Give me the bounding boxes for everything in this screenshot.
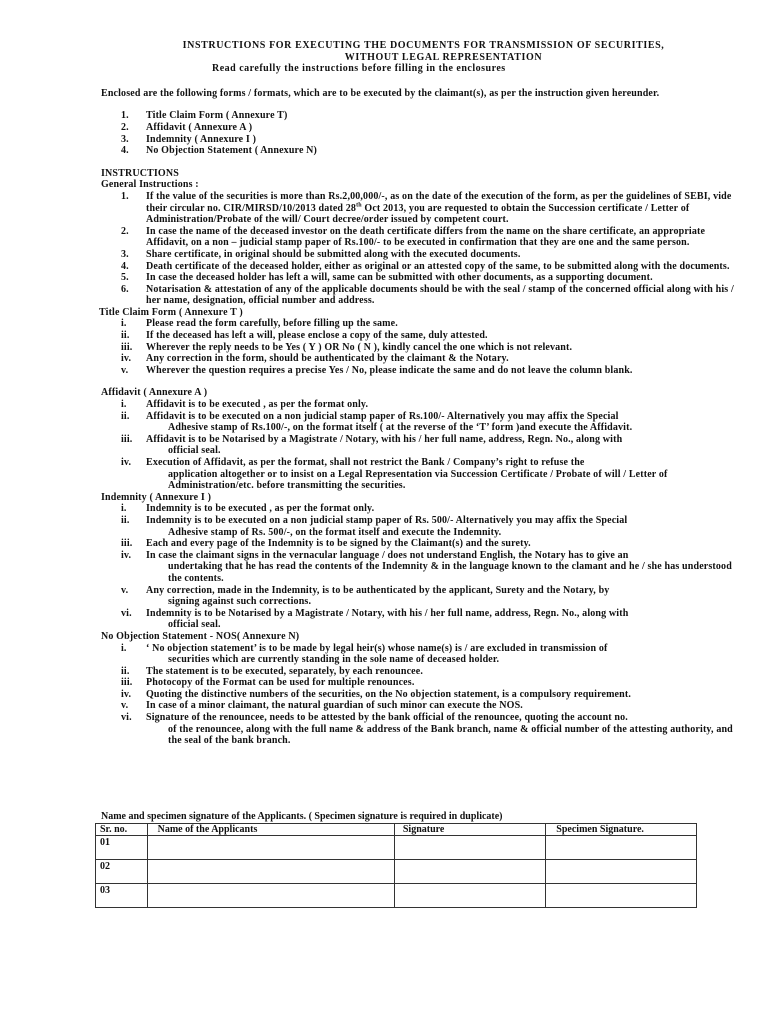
nos-item: iv. Quoting the distinctive numbers of the securities, on the No objection statement, is a compulsory requirement. bbox=[121, 688, 631, 700]
sr-no-cell: 02 bbox=[96, 860, 148, 884]
instructions-heading: INSTRUCTIONS bbox=[101, 167, 179, 179]
signature-cell[interactable] bbox=[394, 836, 545, 860]
general-instruction-item: 1. If the value of the securities is more than Rs.2,00,000/-, as on the date of the execution of the form, as per the guidelines of SEBI, vide their circular no. CIR/MIRSD/10/2013 dated 28th Oct 2013, you are requested to obtain the Succession certificate / Letter of Administration/Probate of the will/ Court decree/order issued by competent court. bbox=[121, 190, 732, 226]
header-specimen: Specimen Signature. bbox=[546, 824, 697, 836]
general-instruction-item: 2. In case the name of the deceased investor on the death certificate differs from the name on the share certificate, an appropriate Affidavit, on a non – judicial stamp paper of Rs.100/- to be executed in confirmation that they are one and the same person. bbox=[121, 225, 706, 249]
specimen-cell[interactable] bbox=[546, 836, 697, 860]
indemnity-item: iv. In case the claimant signs in the vernacular language / does not understand English, the Notary has to give an undertaking that he has read the contents of the Indemnity & in the language known to the clamant and he / she has understood the contents. bbox=[121, 549, 732, 584]
nos-item: v. In case of a minor claimant, the natural guardian of such minor can execute the NOS. bbox=[121, 700, 523, 712]
sr-no-cell: 01 bbox=[96, 836, 148, 860]
affidavit-item: iv. Execution of Affidavit, as per the format, shall not restrict the Bank / Company’s right to refuse the application altogether or to insist on a Legal Representation via Succession Certificate / Probate of will / Letter of Administration/etc. before transmitting the securities. bbox=[121, 457, 668, 492]
indemnity-item: iii. Each and every page of the Indemnity is to be signed by the Claimant(s) and the surety. bbox=[121, 538, 531, 550]
header-name: Name of the Applicants bbox=[147, 824, 394, 836]
name-cell[interactable] bbox=[147, 884, 394, 908]
title-claim-heading: Title Claim Form ( Annexure T ) bbox=[99, 306, 243, 318]
name-cell[interactable] bbox=[147, 860, 394, 884]
title-claim-item: iii. Wherever the reply needs to be Yes ( Y ) OR No ( N ), kindly cancel the one which is not relevant. bbox=[121, 341, 573, 353]
header-signature: Signature bbox=[394, 824, 545, 836]
general-instruction-item: 6. Notarisation & attestation of any of the applicable documents should be with the seal / stamp of the concerned official along with his / her name, designation, official number and address. bbox=[121, 283, 734, 307]
document-page bbox=[101, 40, 746, 747]
applicants-table bbox=[95, 823, 697, 908]
enclosure-item: 1. Title Claim Form ( Annexure T) bbox=[121, 110, 288, 122]
title-claim-item: i. Please read the form carefully, before filling up the same. bbox=[121, 318, 398, 330]
affidavit-item: iii. Affidavit is to be Notarised by a Magistrate / Notary, with his / her full name, address, Regn. No., along with official seal. bbox=[121, 433, 623, 457]
general-instructions-list bbox=[101, 191, 746, 307]
nos-item: ii. The statement is to be executed, separately, by each renouncee. bbox=[121, 665, 423, 677]
title-claim-item: v. Wherever the question requires a precise Yes / No, please indicate the same and do not leave the column blank. bbox=[121, 364, 633, 376]
indemnity-list bbox=[101, 503, 746, 631]
specimen-cell[interactable] bbox=[546, 860, 697, 884]
nos-heading: No Objection Statement - NOS( Annexure N) bbox=[101, 630, 300, 642]
general-instructions-heading: General Instructions : bbox=[101, 179, 199, 191]
general-instruction-item: 5. In case the deceased holder has left a will, same can be submitted with other documents, as a supporting document. bbox=[121, 272, 653, 284]
indemnity-item: v. Any correction, made in the Indemnity, is to be authenticated by the applicant, Surety and the Notary, by signing against such corrections. bbox=[121, 584, 610, 608]
indemnity-heading: Indemnity ( Annexure I ) bbox=[101, 491, 212, 503]
title-claim-list bbox=[101, 318, 746, 376]
table-row bbox=[96, 836, 697, 860]
nos-list bbox=[101, 643, 746, 747]
indemnity-item: ii. Indemnity is to be executed on a non judicial stamp paper of Rs. 500/- Alternatively you may affix the Special Adhesive stamp of Rs. 500/-, on the format itself and execute the Indemnity. bbox=[121, 514, 628, 538]
title-line-1: INSTRUCTIONS FOR EXECUTING THE DOCUMENTS FOR TRANSMISSION OF SECURITIES, bbox=[182, 40, 665, 51]
enclosure-item: 3. Indemnity ( Annexure I ) bbox=[121, 133, 257, 145]
enclosure-item: 4. No Objection Statement ( Annexure N) bbox=[121, 145, 318, 157]
specimen-cell[interactable] bbox=[546, 884, 697, 908]
title-claim-item: iv. Any correction in the form, should be authenticated by the claimant & the Notary. bbox=[121, 353, 509, 365]
nos-item: i. ‘ No objection statement’ is to be made by legal heir(s) whose name(s) is / are excluded in transmission of securities which are currently standing in the sole name of deceased holder. bbox=[121, 642, 608, 666]
signature-cell[interactable] bbox=[394, 860, 545, 884]
enclosure-item: 2. Affidavit ( Annexure A ) bbox=[121, 121, 253, 133]
table-row bbox=[96, 860, 697, 884]
sr-no-cell: 03 bbox=[96, 884, 148, 908]
intro-paragraph: Enclosed are the following forms / formats, which are to be executed by the claimant(s), as per the instruction given hereunder. bbox=[101, 87, 660, 99]
affidavit-item: ii. Affidavit is to be executed on a non judicial stamp paper of Rs.100/- Alternatively you may affix the Special Adhesive stamp of Rs.100/-, on the format itself ( at the reverse of the ‘T’ form )and execute the Affidavit. bbox=[121, 410, 633, 434]
header-sr-no: Sr. no. bbox=[96, 824, 148, 836]
indemnity-item: i. Indemnity is to be executed , as per the format only. bbox=[121, 503, 375, 515]
name-cell[interactable] bbox=[147, 836, 394, 860]
applicants-caption: Name and specimen signature of the Applicants. ( Specimen signature is required in duplicate) bbox=[101, 811, 503, 822]
nos-item: vi. Signature of the renouncee, needs to be attested by the bank official of the renouncee, quoting the account no. of the renouncee, along with the full name & address of the Bank branch, name & official number of the attesting authority, and the seal of the bank branch. bbox=[121, 712, 733, 747]
title-claim-item: ii. If the deceased has left a will, please enclose a copy of the same, duly attested. bbox=[121, 330, 488, 342]
enclosure-list bbox=[101, 110, 746, 156]
title-line-2: WITHOUT LEGAL REPRESENTATION bbox=[344, 51, 543, 63]
nos-item: iii. Photocopy of the Format can be used for multiple renounces. bbox=[121, 677, 415, 689]
title-line-3: Read carefully the instructions before filling in the enclosures bbox=[212, 63, 506, 75]
affidavit-item: i. Affidavit is to be executed , as per the format only. bbox=[121, 399, 369, 411]
general-instruction-item: 4. Death certificate of the deceased holder, either as original or an attested copy of the same, to be submitted along with the documents. bbox=[121, 260, 730, 272]
indemnity-item: vi. Indemnity is to be Notarised by a Magistrate / Notary, with his / her full name, address, Regn. No., along with official seal. bbox=[121, 607, 629, 631]
table-row bbox=[96, 884, 697, 908]
signature-cell[interactable] bbox=[394, 884, 545, 908]
affidavit-heading: Affidavit ( Annexure A ) bbox=[101, 387, 208, 399]
document-title bbox=[101, 40, 746, 63]
table-header-row bbox=[96, 824, 697, 836]
general-instruction-item: 3. Share certificate, in original should be submitted along with the executed documents. bbox=[121, 248, 521, 260]
affidavit-list bbox=[101, 399, 746, 492]
